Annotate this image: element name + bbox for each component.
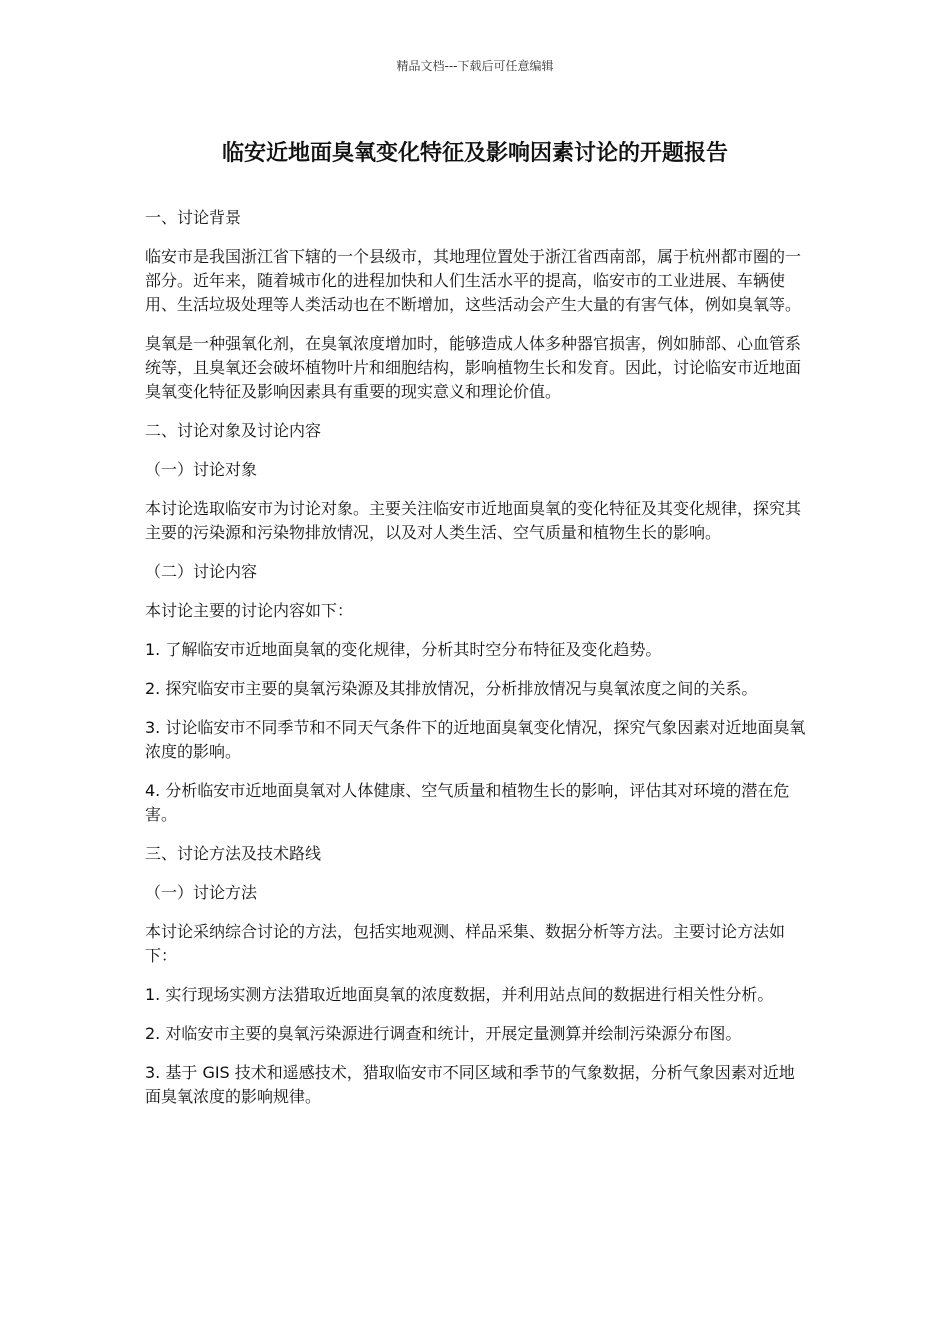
subsection-heading-methods: （一）讨论方法: [145, 883, 258, 902]
list-item-content-1: 1. 了解临安市近地面臭氧的变化规律，分析其时空分布特征及变化趋势。: [145, 640, 662, 659]
list-item-method-1: 1. 实行现场实测方法猎取近地面臭氧的浓度数据，并利用站点间的数据进行相关性分析。: [145, 985, 774, 1004]
subsection-heading-content: （二）讨论内容: [145, 562, 258, 581]
list-item-content-3: 3. 讨论临安市不同季节和不同天气条件下的近地面臭氧变化情况，探究气象因素对近地面臭氧浓度的影响。: [145, 718, 806, 761]
paragraph-background-2: 臭氧是一种强氧化剂，在臭氧浓度增加时，能够造成人体多种器官损害，例如肺部、心血管系统等，且臭氧还会破坏植物叶片和细胞结构，影响植物生长和发育。因此，讨论临安市近地面臭氧变化特征及影响因素具有重要的现实意义和理论价值。: [145, 334, 802, 401]
paragraph-methods-intro: 本讨论采纳综合讨论的方法，包括实地观测、样品采集、数据分析等方法。主要讨论方法如下：: [145, 922, 786, 965]
paragraph-background-1: 临安市是我国浙江省下辖的一个县级市，其地理位置处于浙江省西南部，属于杭州都市圈的一部分。近年来，随着城市化的进程加快和人们生活水平的提高，临安市的工业进展、车辆使用、生活垃圾处理等人类活动也在不断增加，这些活动会产生大量的有害气体，例如臭氧等。: [145, 247, 802, 314]
paragraph-content-intro: 本讨论主要的讨论内容如下：: [145, 601, 354, 620]
section-heading-background: 一、讨论背景: [145, 208, 242, 227]
document-title: 临安近地面臭氧变化特征及影响因素讨论的开题报告: [221, 141, 728, 166]
section-heading-methods: 三、讨论方法及技术路线: [145, 844, 322, 863]
list-item-content-4: 4. 分析临安市近地面臭氧对人体健康、空气质量和植物生长的影响，评估其对环境的潜在危害。: [145, 781, 790, 824]
subsection-heading-object: （一）讨论对象: [145, 460, 258, 479]
header-note: 精品文档---下载后可任意编辑: [396, 59, 554, 73]
document-body: [145, 206, 810, 1124]
section-heading-object-content: 二、讨论对象及讨论内容: [145, 421, 322, 440]
list-item-method-2: 2. 对临安市主要的臭氧污染源进行调查和统计，开展定量测算并绘制污染源分布图。: [145, 1024, 742, 1043]
list-item-method-3: 3. 基于 GIS 技术和遥感技术，猎取临安市不同区域和季节的气象数据，分析气象因素对近地面臭氧浓度的影响规律。: [145, 1063, 795, 1106]
paragraph-object: 本讨论选取临安市为讨论对象。主要关注临安市近地面臭氧的变化特征及其变化规律，探究其主要的污染源和污染物排放情况，以及对人类生活、空气质量和植物生长的影响。: [145, 499, 802, 542]
list-item-content-2: 2. 探究临安市主要的臭氧污染源及其排放情况，分析排放情况与臭氧浓度之间的关系。: [145, 679, 758, 698]
